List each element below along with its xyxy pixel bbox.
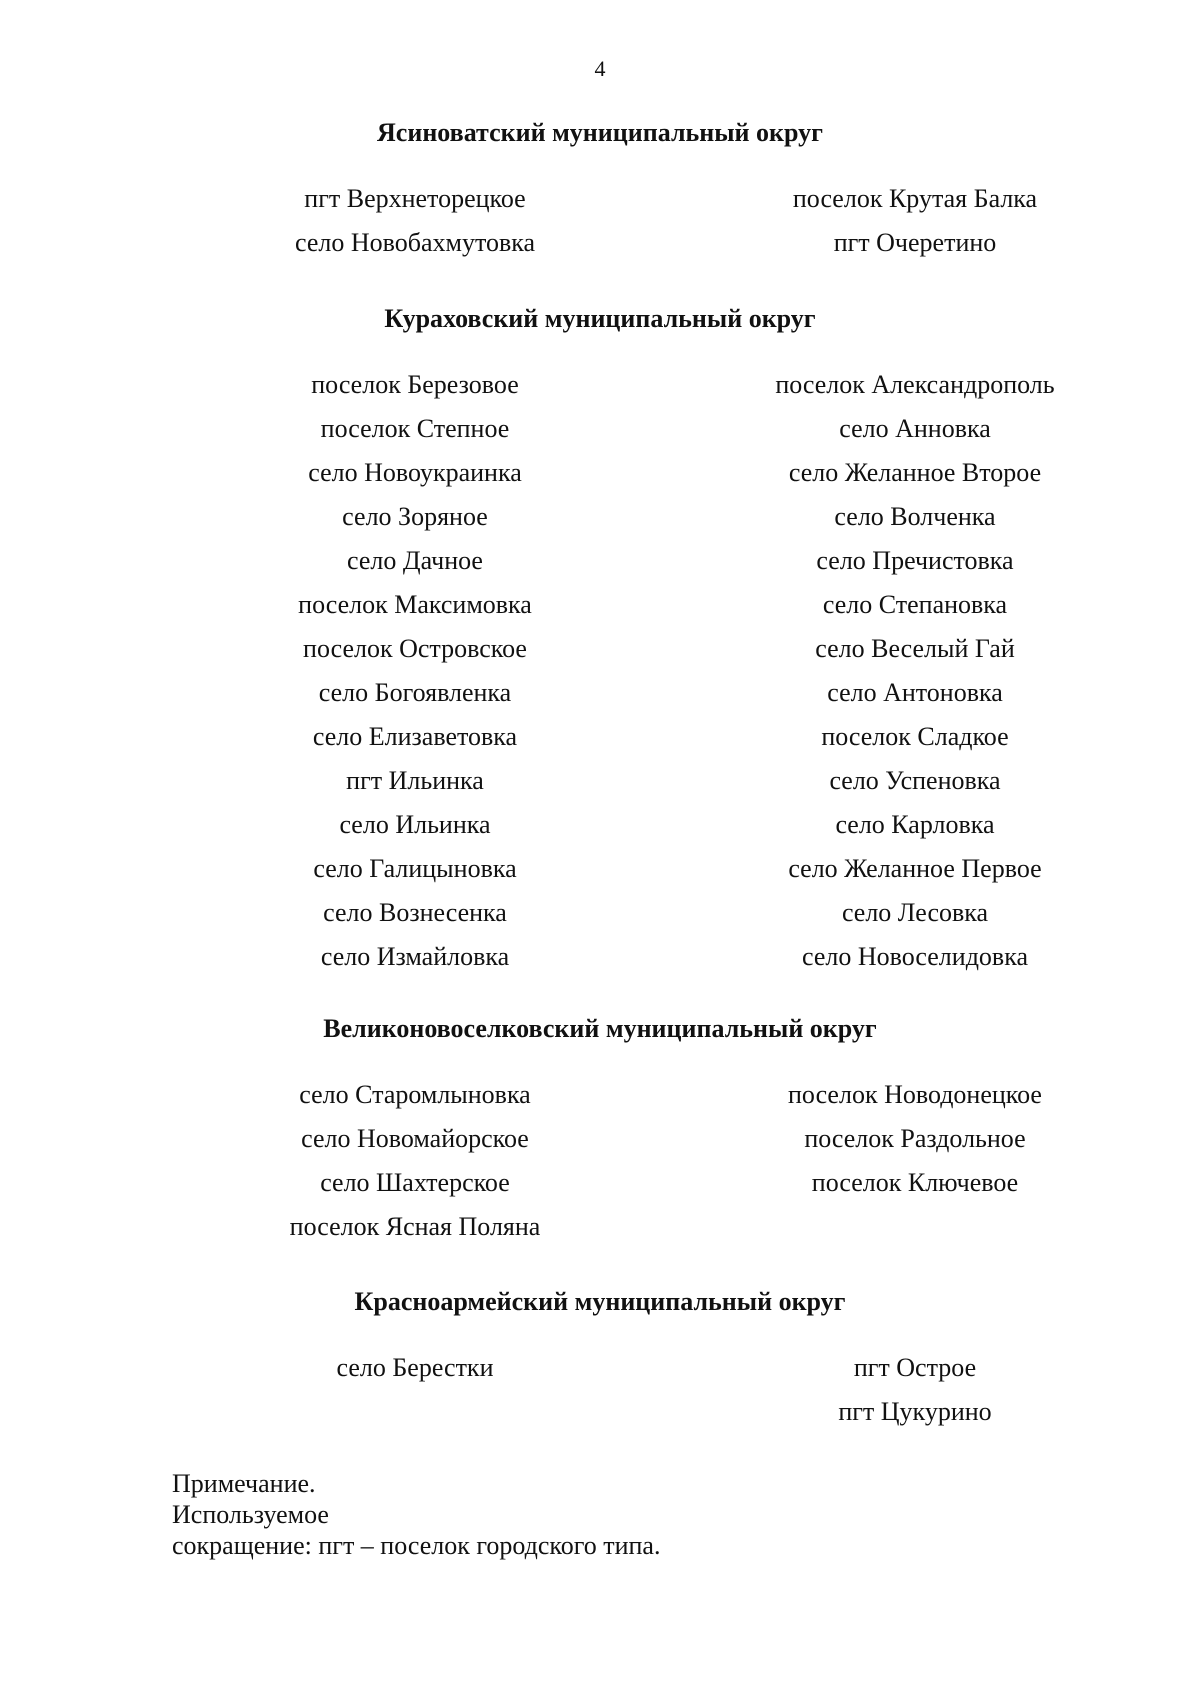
settlement-item: село Новоселидовка bbox=[802, 942, 1028, 971]
settlement-list-left bbox=[195, 1353, 635, 1397]
settlement-item: село Веселый Гай bbox=[815, 634, 1015, 663]
settlement-item: поселок Раздольное bbox=[804, 1124, 1026, 1153]
settlement-item: село Волченка bbox=[834, 502, 996, 531]
settlement-item: поселок Островское bbox=[303, 634, 527, 663]
settlement-list-right bbox=[695, 184, 1135, 272]
settlement-item: поселок Ключевое bbox=[811, 1168, 1019, 1197]
page-number: 4 bbox=[594, 56, 606, 81]
settlement-item: село Елизаветовка bbox=[312, 722, 518, 751]
settlement-item: село Галицыновка bbox=[313, 854, 517, 883]
settlement-item: село Новомайорское bbox=[301, 1124, 529, 1153]
footnote-text: сокращение: пгт – поселок городского типа. bbox=[172, 1531, 661, 1560]
settlement-item: поселок Александрополь bbox=[775, 370, 1055, 399]
settlement-item: село Степановка bbox=[822, 590, 1008, 619]
settlement-item: село Ильинка bbox=[339, 810, 491, 839]
settlement-item: поселок Новодонецкое bbox=[788, 1080, 1042, 1109]
section-title: Ясиноватский муниципальный округ bbox=[377, 118, 823, 147]
settlement-item: поселок Ясная Поляна bbox=[289, 1212, 541, 1241]
settlement-item: пгт Очеретино bbox=[833, 228, 997, 257]
section-title: Великоновоселковский муниципальный округ bbox=[323, 1014, 877, 1043]
settlement-item: село Дачное bbox=[347, 546, 483, 575]
footnote-heading: Примечание. bbox=[172, 1469, 316, 1498]
settlement-list-right bbox=[695, 1353, 1135, 1441]
settlement-item: село Зоряное bbox=[342, 502, 488, 531]
settlement-list-left bbox=[195, 184, 635, 272]
settlement-item: село Шахтерское bbox=[320, 1168, 510, 1197]
settlement-item: пгт Острое bbox=[853, 1353, 977, 1382]
settlement-item: поселок Сладкое bbox=[821, 722, 1009, 751]
settlement-item: село Желанное Второе bbox=[788, 458, 1042, 487]
settlement-item: село Новоукраинка bbox=[308, 458, 522, 487]
settlement-item: село Берестки bbox=[336, 1353, 494, 1382]
settlement-item: село Новобахмутовка bbox=[294, 228, 536, 257]
settlement-item: село Старомлыновка bbox=[299, 1080, 531, 1109]
settlement-item: поселок Максимовка bbox=[298, 590, 532, 619]
settlement-item: пгт Верхнеторецкое bbox=[304, 184, 526, 213]
settlement-item: пгт Цукурино bbox=[838, 1397, 992, 1426]
settlement-item: поселок Березовое bbox=[311, 370, 519, 399]
settlement-list-right bbox=[695, 1080, 1135, 1212]
settlement-item: село Пречистовка bbox=[816, 546, 1014, 575]
settlement-item: село Богоявленка bbox=[318, 678, 512, 707]
settlement-item: пгт Ильинка bbox=[346, 766, 484, 795]
settlement-item: село Антоновка bbox=[827, 678, 1003, 707]
settlement-item: село Вознесенка bbox=[323, 898, 507, 927]
footnote-text: Используемое bbox=[172, 1500, 329, 1529]
settlement-list-left bbox=[195, 370, 635, 986]
settlement-list-left bbox=[195, 1080, 635, 1256]
section-title: Красноармейский муниципальный округ bbox=[354, 1287, 846, 1316]
settlement-item: поселок Степное bbox=[320, 414, 510, 443]
settlement-item: село Анновка bbox=[839, 414, 991, 443]
settlement-item: село Измайловка bbox=[320, 942, 510, 971]
settlement-list-right bbox=[695, 370, 1135, 986]
settlement-item: село Лесовка bbox=[841, 898, 989, 927]
settlement-item: село Успеновка bbox=[829, 766, 1001, 795]
section-title: Кураховский муниципальный округ bbox=[384, 304, 816, 333]
settlement-item: село Желанное Первое bbox=[788, 854, 1042, 883]
settlement-item: село Карловка bbox=[835, 810, 995, 839]
settlement-item: поселок Крутая Балка bbox=[792, 184, 1038, 213]
footnote bbox=[172, 1468, 660, 1561]
